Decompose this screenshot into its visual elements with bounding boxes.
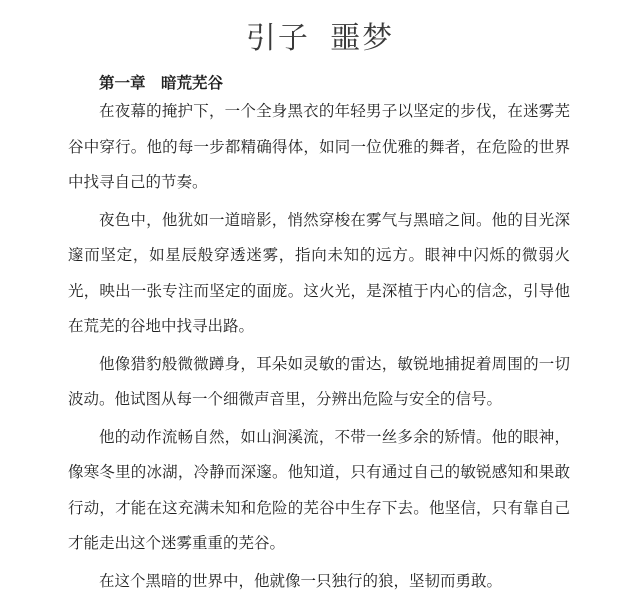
paragraph-1: 在夜幕的掩护下，一个全身黑衣的年轻男子以坚定的步伐，在迷雾芜谷中穿行。他的每一步都精确得体，如同一位优雅的舞者，在危险的世界中找寻自己的节奏。 xyxy=(68,94,570,201)
document-title: 引子 噩梦 xyxy=(0,0,640,58)
paragraph-5: 在这个黑暗的世界中，他就像一只独行的狼，坚韧而勇敢。 xyxy=(68,564,570,599)
paragraph-4: 他的动作流畅自然，如山涧溪流，不带一丝多余的矫情。他的眼神，像寒冬里的冰湖，冷静而深邃。他知道，只有通过自己的敏锐感知和果敢行动，才能在这充满未知和危险的芜谷中生存下去。他坚信，只有靠自己才能走出这个迷雾重重的芜谷。 xyxy=(68,420,570,562)
paragraph-3: 他像猎豹般微微蹲身，耳朵如灵敏的雷达，敏锐地捕捉着周围的一切波动。他试图从每一个细微声音里，分辨出危险与安全的信号。 xyxy=(68,347,570,418)
chapter-heading: 第一章 暗荒芜谷 xyxy=(68,74,570,94)
paragraph-2: 夜色中，他犹如一道暗影，悄然穿梭在雾气与黑暗之间。他的目光深邃而坚定，如星辰般穿透迷雾，指向未知的远方。眼神中闪烁的微弱火光，映出一张专注而坚定的面庞。这火光，是深植于内心的信念，引导他在荒芜的谷地中找寻出路。 xyxy=(68,203,570,345)
document-body xyxy=(0,94,640,599)
